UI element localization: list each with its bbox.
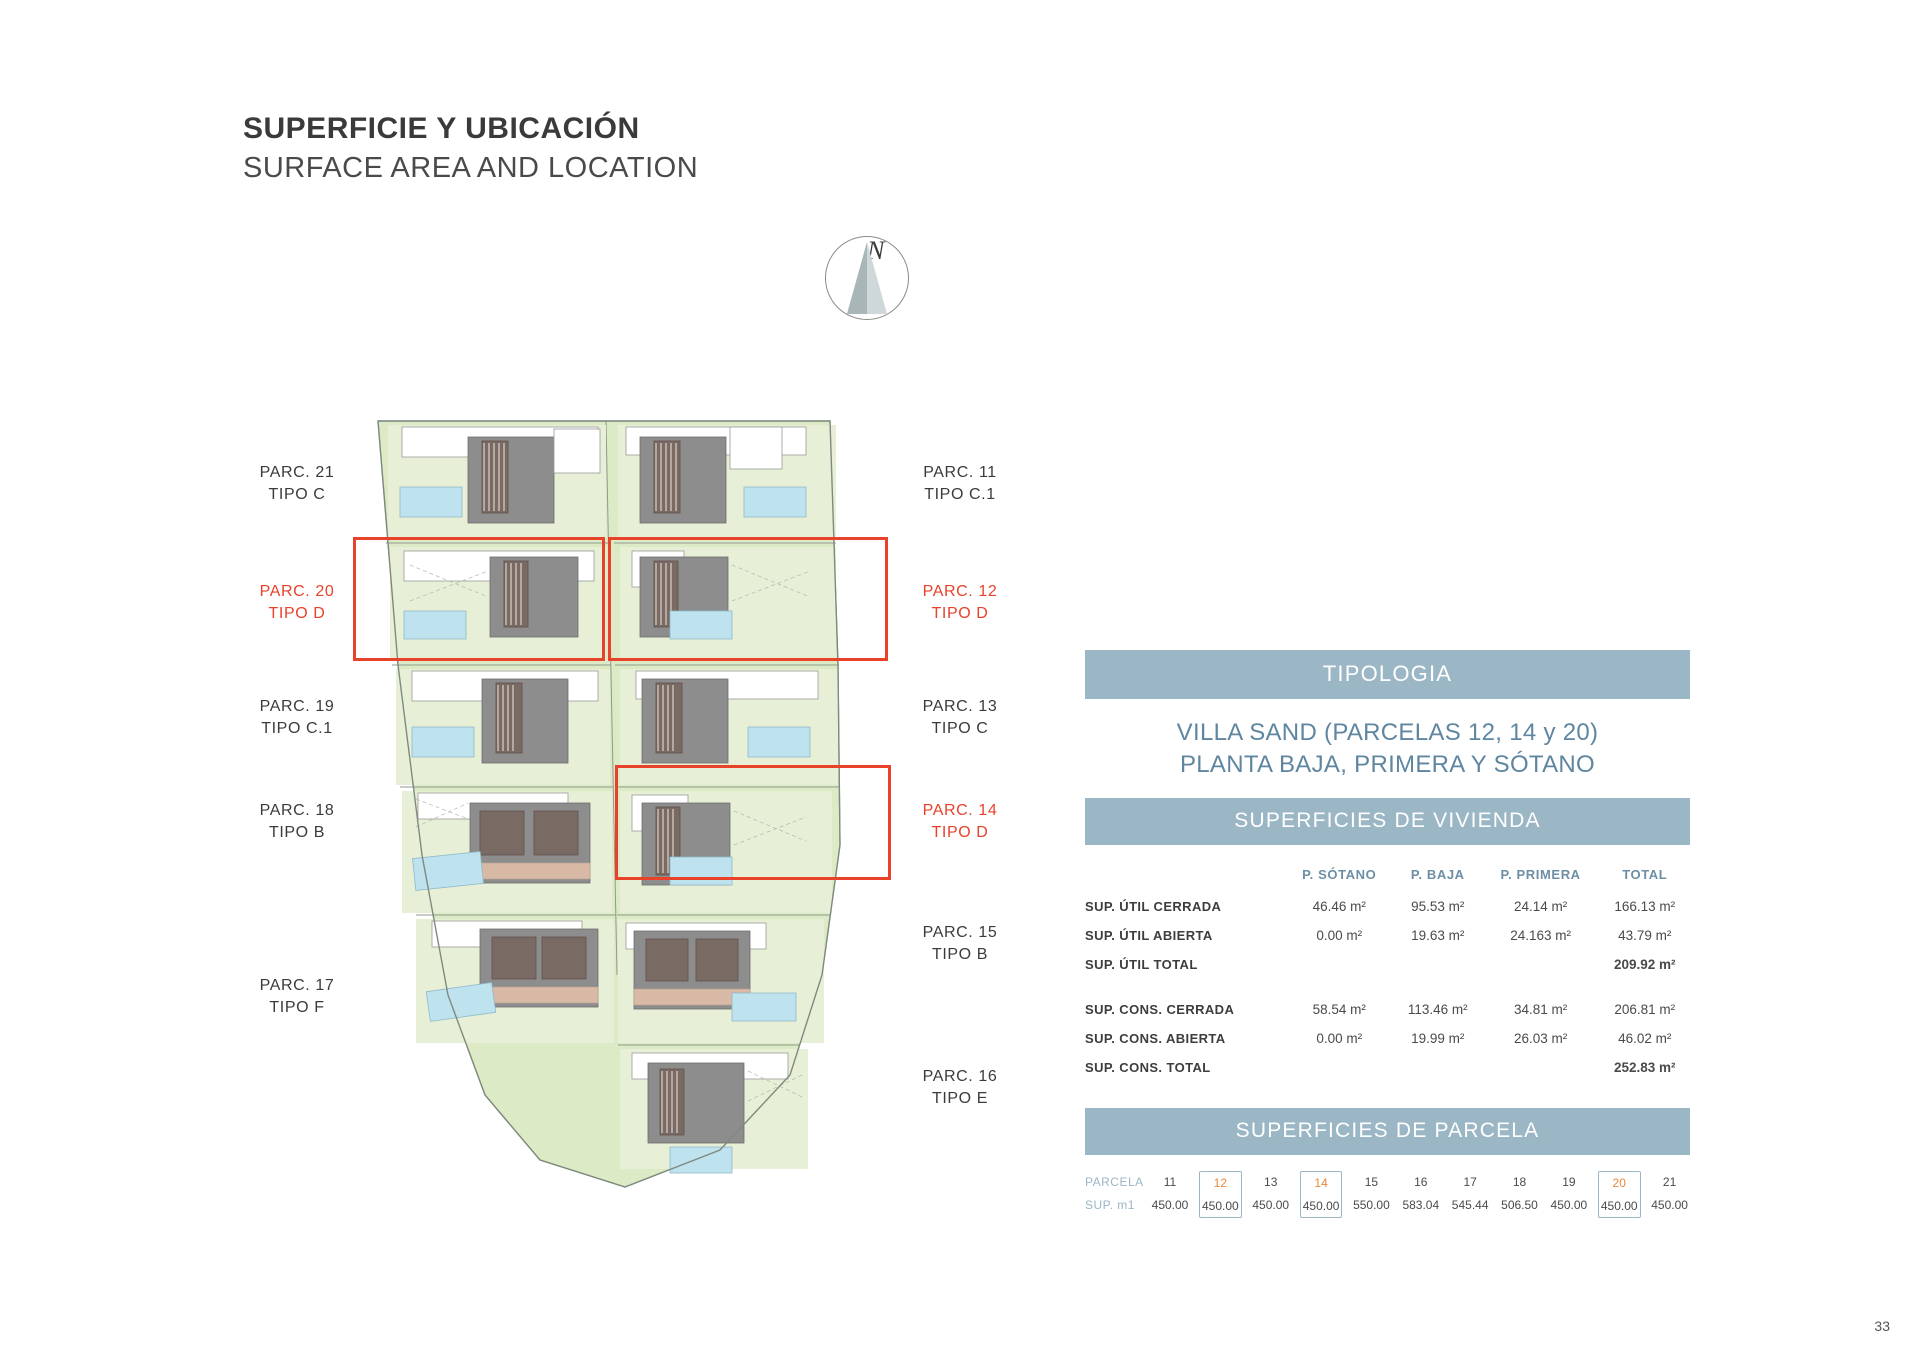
plot-label-line2: TIPO B <box>268 823 326 841</box>
parcela-value: 450.00 <box>1302 1198 1340 1213</box>
cell-primera: 24.14 m² <box>1513 898 1568 914</box>
table-header-sotano: P. SÓTANO <box>1302 866 1377 882</box>
table-row <box>1085 892 1690 921</box>
table-row <box>1085 1024 1690 1053</box>
page-number: 33 <box>1874 1318 1890 1334</box>
specs-panel <box>1085 650 1690 1218</box>
plot-label-line1: PARC. 17 <box>259 977 335 994</box>
page-title <box>243 112 698 185</box>
table-row <box>1085 995 1690 1024</box>
highlight-rect-parc-12 <box>608 537 888 661</box>
plot-label-parc-21 <box>232 462 362 505</box>
plot-label-line2: TIPO C <box>268 485 326 503</box>
compass-icon <box>825 236 909 320</box>
cell-total: 166.13 m² <box>1614 898 1676 914</box>
parcela-number: 18 <box>1512 1174 1527 1189</box>
cell-sotano <box>1285 950 1394 979</box>
parcela-col-13[interactable] <box>1250 1171 1291 1219</box>
parcela-col-11[interactable] <box>1150 1171 1191 1219</box>
plot-label-line1: PARC. 21 <box>259 464 335 481</box>
cell-baja <box>1394 1053 1482 1082</box>
table-row <box>1085 921 1690 950</box>
parcela-col-21[interactable] <box>1649 1171 1690 1219</box>
parcela-value: 450.00 <box>1202 1198 1239 1213</box>
parcela-col-16[interactable] <box>1400 1171 1441 1219</box>
tipologia-description <box>1085 699 1690 798</box>
cell-total: 206.81 m² <box>1614 1001 1676 1017</box>
parcela-number: 20 <box>1612 1175 1626 1190</box>
table-header-total: TOTAL <box>1622 866 1668 882</box>
cell-baja: 19.99 m² <box>1411 1030 1465 1046</box>
row-label: SUP. ÚTIL TOTAL <box>1085 956 1198 972</box>
parcela-col-14[interactable] <box>1300 1171 1343 1219</box>
cell-sotano: 58.54 m² <box>1312 1001 1366 1017</box>
plot-label-line1: PARC. 15 <box>922 924 998 941</box>
cell-sotano: 0.00 m² <box>1316 927 1363 943</box>
parcela-value: 450.00 <box>1252 1197 1290 1212</box>
cell-baja: 95.53 m² <box>1411 898 1465 914</box>
cell-sotano: 46.46 m² <box>1312 898 1366 914</box>
plot-label-parc-16 <box>895 1066 1025 1109</box>
parcela-col-20[interactable] <box>1598 1171 1641 1219</box>
cell-baja: 19.63 m² <box>1411 927 1465 943</box>
cell-primera <box>1482 1053 1600 1082</box>
table-header-blank <box>1085 859 1285 892</box>
row-label: SUP. ÚTIL ABIERTA <box>1085 927 1213 943</box>
plot-label-line2: TIPO D <box>931 604 989 622</box>
parcela-label-1: PARCELA <box>1085 1174 1144 1189</box>
plot-label-line1: PARC. 11 <box>923 464 997 481</box>
compass-north-label: N <box>867 236 885 265</box>
plot-label-line2: TIPO C <box>931 719 989 737</box>
compass-needle-dark <box>847 242 867 314</box>
cell-total: 43.79 m² <box>1618 927 1672 943</box>
parcela-number: 19 <box>1562 1174 1576 1189</box>
plot-label-parc-12 <box>895 581 1025 624</box>
parcela-value: 450.00 <box>1151 1197 1189 1212</box>
cell-sotano <box>1285 1053 1394 1082</box>
row-label: SUP. CONS. ABIERTA <box>1085 1030 1226 1046</box>
table-row-total <box>1085 950 1690 979</box>
plot-label-line2: TIPO D <box>268 604 326 622</box>
parcela-number: 13 <box>1264 1174 1278 1189</box>
cell-baja <box>1394 950 1482 979</box>
plot-label-line2: TIPO C.1 <box>924 485 996 503</box>
plot-label-parc-18 <box>232 800 362 843</box>
plot-label-parc-20 <box>232 581 362 624</box>
cell-total: 46.02 m² <box>1618 1030 1672 1046</box>
table-row-total <box>1085 1053 1690 1082</box>
cell-sotano: 0.00 m² <box>1316 1030 1363 1046</box>
parcela-number: 16 <box>1414 1174 1428 1189</box>
parcela-value: 450.00 <box>1651 1197 1688 1212</box>
cell-total: 209.92 m² <box>1613 956 1676 972</box>
row-label: SUP. CONS. TOTAL <box>1085 1059 1211 1075</box>
table-header-baja: P. BAJA <box>1410 866 1465 882</box>
tipologia-line-2: PLANTA BAJA, PRIMERA Y SÓTANO <box>1179 751 1596 779</box>
parcela-number: 15 <box>1364 1174 1379 1189</box>
parcela-band: SUPERFICIES DE PARCELA <box>1085 1108 1690 1155</box>
parcela-col-19[interactable] <box>1549 1171 1590 1219</box>
parcela-value: 583.04 <box>1402 1197 1440 1212</box>
parcela-value: 545.44 <box>1451 1197 1489 1212</box>
cell-total: 252.83 m² <box>1613 1059 1676 1075</box>
parcela-value: 550.00 <box>1353 1197 1390 1212</box>
parcela-strip <box>1085 1171 1690 1219</box>
plot-label-parc-14 <box>895 800 1025 843</box>
surface-table <box>1085 859 1690 1082</box>
plot-label-parc-15 <box>895 922 1025 965</box>
parcela-col-15[interactable] <box>1351 1171 1392 1219</box>
parcela-value: 506.50 <box>1501 1197 1538 1212</box>
plot-label-line1: PARC. 19 <box>259 698 335 715</box>
parcela-number: 21 <box>1662 1174 1677 1189</box>
plot-label-line2: TIPO C.1 <box>261 719 333 737</box>
plot-label-line1: PARC. 14 <box>922 802 998 819</box>
cell-primera <box>1482 950 1600 979</box>
page-title-en: SURFACE AREA AND LOCATION <box>243 152 699 184</box>
plot-label-parc-13 <box>895 696 1025 739</box>
plot-label-parc-11 <box>895 462 1025 505</box>
table-spacer <box>1085 979 1690 995</box>
plot-label-line1: PARC. 12 <box>922 583 998 600</box>
parcela-number: 11 <box>1163 1174 1177 1189</box>
plot-label-line2: TIPO E <box>931 1089 989 1107</box>
vivienda-band: SUPERFICIES DE VIVIENDA <box>1085 798 1690 845</box>
parcela-number: 14 <box>1314 1175 1328 1190</box>
plot-label-parc-17 <box>232 975 362 1018</box>
table-header-row <box>1085 859 1690 892</box>
parcela-number: 17 <box>1463 1174 1477 1189</box>
parcela-columns <box>1150 1171 1690 1219</box>
plot-label-line1: PARC. 18 <box>259 802 335 819</box>
tipologia-band: TIPOLOGIA <box>1085 650 1690 699</box>
parcela-row-labels <box>1085 1171 1150 1217</box>
parcela-col-12[interactable] <box>1199 1171 1242 1219</box>
plot-label-parc-19 <box>232 696 362 739</box>
highlight-rect-parc-14 <box>615 765 891 880</box>
row-label: SUP. ÚTIL CERRADA <box>1085 898 1222 914</box>
plot-label-line1: PARC. 16 <box>922 1068 998 1085</box>
cell-primera: 24.163 m² <box>1510 927 1571 943</box>
parcela-col-17[interactable] <box>1450 1171 1491 1219</box>
parcela-number: 12 <box>1213 1175 1228 1190</box>
plot-label-line2: TIPO F <box>269 998 325 1016</box>
tipologia-line-1: VILLA SAND (PARCELAS 12, 14 y 20) <box>1176 719 1599 746</box>
row-label: SUP. CONS. CERRADA <box>1085 1001 1235 1017</box>
cell-primera: 34.81 m² <box>1513 1001 1568 1017</box>
cell-baja: 113.46 m² <box>1407 1001 1468 1017</box>
table-header-primera: P. PRIMERA <box>1500 866 1581 882</box>
highlight-rect-parc-20 <box>353 537 605 661</box>
plot-label-line2: TIPO B <box>931 945 989 963</box>
parcela-label-2: SUP. m1 <box>1085 1197 1135 1212</box>
plot-label-line1: PARC. 20 <box>259 583 335 600</box>
parcela-col-18[interactable] <box>1499 1171 1540 1219</box>
cell-primera: 26.03 m² <box>1513 1030 1568 1046</box>
plot-label-line2: TIPO D <box>931 823 989 841</box>
plot-label-line1: PARC. 13 <box>922 698 998 715</box>
parcela-value: 450.00 <box>1550 1197 1588 1212</box>
parcela-value: 450.00 <box>1600 1198 1638 1213</box>
page-title-es: SUPERFICIE Y UBICACIÓN <box>243 112 640 145</box>
